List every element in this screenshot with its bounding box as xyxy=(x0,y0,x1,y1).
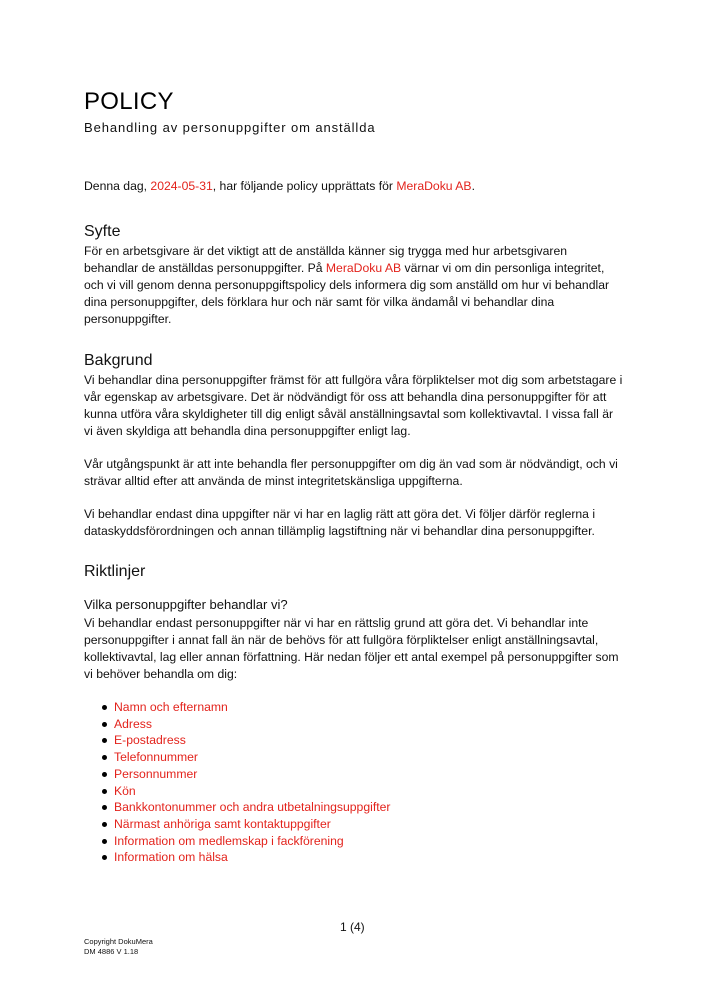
bullet-icon xyxy=(102,722,107,727)
policy-date: 2024-05-31 xyxy=(150,179,213,193)
list-item xyxy=(102,766,624,783)
list-item xyxy=(102,749,624,766)
syfte-paragraph xyxy=(84,243,624,328)
list-item xyxy=(102,833,624,850)
list-item-label: Information om medlemskap i fackförening xyxy=(114,833,344,848)
list-item-label: E-postadress xyxy=(114,733,186,748)
bullet-icon xyxy=(102,822,107,827)
bullet-icon xyxy=(102,755,107,760)
list-item xyxy=(102,716,624,733)
company-name: MeraDoku AB xyxy=(396,179,472,193)
company-name: MeraDoku AB xyxy=(325,261,402,275)
list-item xyxy=(102,816,624,833)
list-item xyxy=(102,849,624,866)
list-item-label: Kön xyxy=(114,783,136,798)
footer-version: DM 4886 V 1.18 xyxy=(84,947,139,956)
list-item-label: Telefonnummer xyxy=(114,750,198,765)
section-heading-syfte: Syfte xyxy=(84,223,121,240)
bullet-icon xyxy=(102,805,107,810)
bakgrund-paragraph-2: Vår utgångspunkt är att inte behandla fler personuppgifter om dig än vad som är nödvändigt, och vi strävar alltid efter att använda de minst integritetskänsliga uppgifterna. xyxy=(84,457,618,488)
page-number: 1 (4) xyxy=(340,920,365,934)
list-item xyxy=(102,732,624,749)
bullet-icon xyxy=(102,772,107,777)
intro-text: Denna dag, xyxy=(84,179,151,193)
list-item-label: Närmast anhöriga samt kontaktuppgifter xyxy=(114,816,331,831)
subheading-personuppgifter: Vilka personuppgifter behandlar vi? xyxy=(84,597,288,612)
bullet-icon xyxy=(102,789,107,794)
bullet-icon xyxy=(102,839,107,844)
syfte-text: värnar vi om din personliga integritet, och vi vill genom denna personuppgiftspolicy dels informera dig som anställd om hur vi behandlar dina personuppgifter, dels förklara hur och när samt för vilka ändamål vi behandlar dina personuppgifter. xyxy=(84,261,610,326)
bakgrund-paragraph-1: Vi behandlar dina personuppgifter främst för att fullgöra våra förpliktelser mot dig som arbetstagare i vår egenskap av arbetsgivare. Det är nödvändigt för oss att behandla dina personuppgifter för att kunna utföra våra skyldigheter till dig enligt såväl anställningsavtal som kollektivavtal. I vissa fall är vi även skyldiga att behandla dina personuppgifter enligt lag. xyxy=(84,373,623,438)
syfte-text: För en arbetsgivare är det viktigt att de anställda känner sig trygga med hur arbetsgivaren behandlar de anställdas personuppgifter. På xyxy=(84,244,568,275)
intro-text: . xyxy=(471,179,475,193)
page-title: POLICY xyxy=(84,88,174,115)
bullet-icon xyxy=(102,855,107,860)
document-body xyxy=(84,178,624,866)
riktlinjer-paragraph: Vi behandlar endast personuppgifter när vi har en rättslig grund att göra det. Vi behandlar inte personuppgifter i annat fall än när de behövs för att fullgöra förpliktelser enligt anställningsavtal, kollektivavtal, lag eller annan författning. Här nedan följer ett antal exempel på personuppgifter som vi behöver behandla om dig: xyxy=(84,616,619,681)
bullet-icon xyxy=(102,738,107,743)
footer-copyright: Copyright DokuMera xyxy=(84,937,153,946)
bullet-icon xyxy=(102,705,107,710)
personal-data-list xyxy=(84,699,624,866)
page-subtitle: Behandling av personuppgifter om anställda xyxy=(84,120,376,135)
list-item xyxy=(102,699,624,716)
list-item-label: Adress xyxy=(114,716,152,731)
list-item-label: Personnummer xyxy=(114,766,198,781)
section-heading-bakgrund: Bakgrund xyxy=(84,352,153,369)
list-item xyxy=(102,799,624,816)
section-heading-riktlinjer: Riktlinjer xyxy=(84,563,146,580)
bakgrund-paragraph-3: Vi behandlar endast dina uppgifter när vi har en laglig rätt att göra det. Vi följer därför reglerna i dataskyddsförordningen och annan tillämplig lagstiftning när vi behandlar dina personuppgifter. xyxy=(84,507,596,538)
list-item-label: Information om hälsa xyxy=(114,850,228,865)
intro-text: , har följande policy upprättats för xyxy=(212,179,397,193)
footer xyxy=(84,937,153,957)
list-item-label: Namn och efternamn xyxy=(114,700,228,714)
list-item xyxy=(102,783,624,800)
list-item-label: Bankkontonummer och andra utbetalningsuppgifter xyxy=(114,800,391,815)
intro-paragraph xyxy=(84,178,624,195)
